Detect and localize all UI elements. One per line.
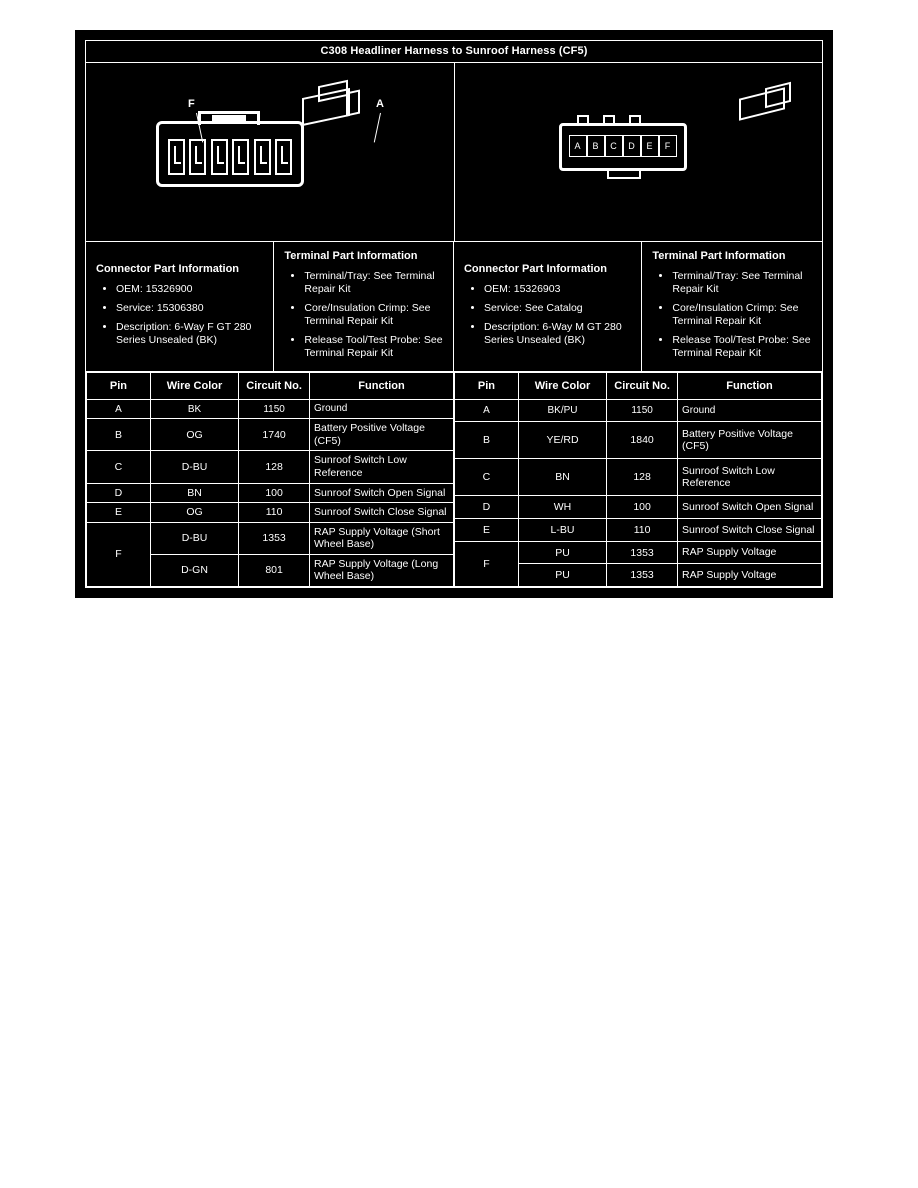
cavity-label-c: C <box>605 135 623 157</box>
list-item: • Description: 6-Way M GT 280 Series Unsealed (BK) <box>484 321 631 347</box>
column-header-wire: Wire Color <box>518 372 606 400</box>
column-header-function: Function <box>310 372 454 400</box>
table-row <box>455 422 822 459</box>
cell-pin: B <box>87 419 151 451</box>
list-item: • Core/Insulation Crimp: See Terminal Repair Kit <box>304 302 443 328</box>
cell-function: Ground <box>678 400 822 422</box>
list-item: • Terminal/Tray: See Terminal Repair Kit <box>304 270 443 296</box>
cell-pin: A <box>87 400 151 419</box>
cell-pin: D <box>455 496 519 519</box>
cell-circuit: 1150 <box>239 400 310 419</box>
cell-wire: PU <box>518 541 606 564</box>
cell-circuit: 1840 <box>607 422 678 459</box>
cell-circuit: 1740 <box>239 419 310 451</box>
cell-pin: E <box>87 503 151 523</box>
left-terminal-part-info <box>274 242 454 371</box>
table-row <box>455 459 822 496</box>
cell-function: Sunroof Switch Close Signal <box>310 503 454 523</box>
pin-tables-row <box>86 371 822 588</box>
cell-wire: WH <box>518 496 606 519</box>
cell-wire: D-BU <box>150 522 238 554</box>
left-pin-a-leader <box>374 113 381 143</box>
cavity-label-e: E <box>641 135 659 157</box>
column-header-pin: Pin <box>87 372 151 400</box>
left-connector-face-icon <box>156 111 304 189</box>
cell-function: RAP Supply Voltage (Short Wheel Base) <box>310 522 454 554</box>
table-row <box>455 541 822 564</box>
cell-pin: C <box>455 459 519 496</box>
list-item: • Service: 15306380 <box>116 302 263 315</box>
left-pin-table <box>86 372 454 588</box>
table-row <box>87 483 454 503</box>
cell-function: Battery Positive Voltage (CF5) <box>678 422 822 459</box>
right-connector-iso-icon <box>735 83 805 125</box>
table-header-row <box>455 372 822 400</box>
cell-circuit: 100 <box>607 496 678 519</box>
cell-circuit: 1353 <box>607 564 678 587</box>
table-header-row <box>87 372 454 400</box>
cell-pin: F <box>455 541 519 586</box>
left-pin-a-label: A <box>376 98 384 110</box>
right-connector-part-info-list <box>464 283 631 348</box>
column-header-wire: Wire Color <box>150 372 238 400</box>
list-item: • Core/Insulation Crimp: See Terminal Repair Kit <box>672 302 812 328</box>
cell-circuit: 128 <box>239 451 310 483</box>
cell-function: Battery Positive Voltage (CF5) <box>310 419 454 451</box>
left-connector-part-info-heading: Connector Part Information <box>96 263 240 276</box>
part-information-row <box>86 241 822 371</box>
cell-wire: BK/PU <box>518 400 606 422</box>
cell-wire: L-BU <box>518 519 606 542</box>
table-row <box>87 400 454 419</box>
cell-function: Sunroof Switch Low Reference <box>310 451 454 483</box>
table-row <box>87 419 454 451</box>
table-row <box>455 519 822 542</box>
cell-wire: PU <box>518 564 606 587</box>
list-item: • Release Tool/Test Probe: See Terminal Repair Kit <box>304 334 443 360</box>
cell-pin: D <box>87 483 151 503</box>
right-connector-part-info-heading: Connector Part Information <box>463 263 607 276</box>
list-item: • OEM: 15326903 <box>484 283 631 296</box>
cell-pin: C <box>87 451 151 483</box>
cell-circuit: 801 <box>239 554 310 586</box>
right-pin-table <box>454 372 822 588</box>
table-row <box>87 503 454 523</box>
left-pin-f-label: F <box>188 98 195 110</box>
list-item: • OEM: 15326900 <box>116 283 263 296</box>
left-connector-part-info-list <box>96 283 263 348</box>
connector-reference-card <box>75 30 833 598</box>
cell-function: Sunroof Switch Close Signal <box>678 519 822 542</box>
column-header-circuit: Circuit No. <box>239 372 310 400</box>
left-terminal-part-info-heading: Terminal Part Information <box>284 250 418 262</box>
cell-wire: BN <box>150 483 238 503</box>
cell-function: Sunroof Switch Low Reference <box>678 459 822 496</box>
column-header-circuit: Circuit No. <box>607 372 678 400</box>
cell-circuit: 1150 <box>607 400 678 422</box>
cell-pin: A <box>455 400 519 422</box>
cell-function: RAP Supply Voltage <box>678 564 822 587</box>
cell-wire: D-BU <box>150 451 238 483</box>
list-item: • Description: 6-Way F GT 280 Series Unsealed (BK) <box>116 321 263 347</box>
cell-wire: D-GN <box>150 554 238 586</box>
cell-pin: F <box>87 522 151 586</box>
list-item: • Terminal/Tray: See Terminal Repair Kit <box>672 270 812 296</box>
cell-wire: BK <box>150 400 238 419</box>
cell-pin: B <box>455 422 519 459</box>
cell-wire: BN <box>518 459 606 496</box>
right-connector-illustration <box>455 63 823 241</box>
table-row <box>87 451 454 483</box>
left-connector-illustration <box>86 63 455 241</box>
right-terminal-part-info-heading: Terminal Part Information <box>652 250 786 262</box>
cell-function: Ground <box>310 400 454 419</box>
left-connector-part-info <box>86 242 274 371</box>
right-connector-part-info <box>454 242 642 371</box>
cavity-label-d: D <box>623 135 641 157</box>
list-item: • Service: See Catalog <box>484 302 631 315</box>
table-row <box>455 496 822 519</box>
cell-circuit: 128 <box>607 459 678 496</box>
cell-circuit: 110 <box>607 519 678 542</box>
left-terminal-part-info-list <box>284 270 443 361</box>
cavity-label-b: B <box>587 135 605 157</box>
connector-illustrations <box>86 63 822 241</box>
table-row <box>455 400 822 422</box>
cell-function: Sunroof Switch Open Signal <box>678 496 822 519</box>
cell-circuit: 1353 <box>239 522 310 554</box>
cell-function: Sunroof Switch Open Signal <box>310 483 454 503</box>
cell-function: RAP Supply Voltage (Long Wheel Base) <box>310 554 454 586</box>
cell-wire: OG <box>150 419 238 451</box>
table-row <box>87 522 454 554</box>
cell-wire: YE/RD <box>518 422 606 459</box>
right-terminal-part-info-list <box>652 270 812 361</box>
cell-wire: OG <box>150 503 238 523</box>
list-item: • Release Tool/Test Probe: See Terminal Repair Kit <box>672 334 812 360</box>
cell-function: RAP Supply Voltage <box>678 541 822 564</box>
cell-circuit: 100 <box>239 483 310 503</box>
cell-circuit: 1353 <box>607 541 678 564</box>
right-terminal-part-info <box>642 242 822 371</box>
column-header-function: Function <box>678 372 822 400</box>
column-header-pin: Pin <box>455 372 519 400</box>
right-connector-face-icon <box>559 115 687 181</box>
cell-circuit: 110 <box>239 503 310 523</box>
cavity-label-a: A <box>569 135 587 157</box>
card-title: C308 Headliner Harness to Sunroof Harness (CF5) <box>85 40 823 63</box>
left-connector-iso-icon <box>296 81 366 129</box>
card-frame <box>85 63 823 588</box>
cell-pin: E <box>455 519 519 542</box>
cavity-label-f: F <box>659 135 677 157</box>
